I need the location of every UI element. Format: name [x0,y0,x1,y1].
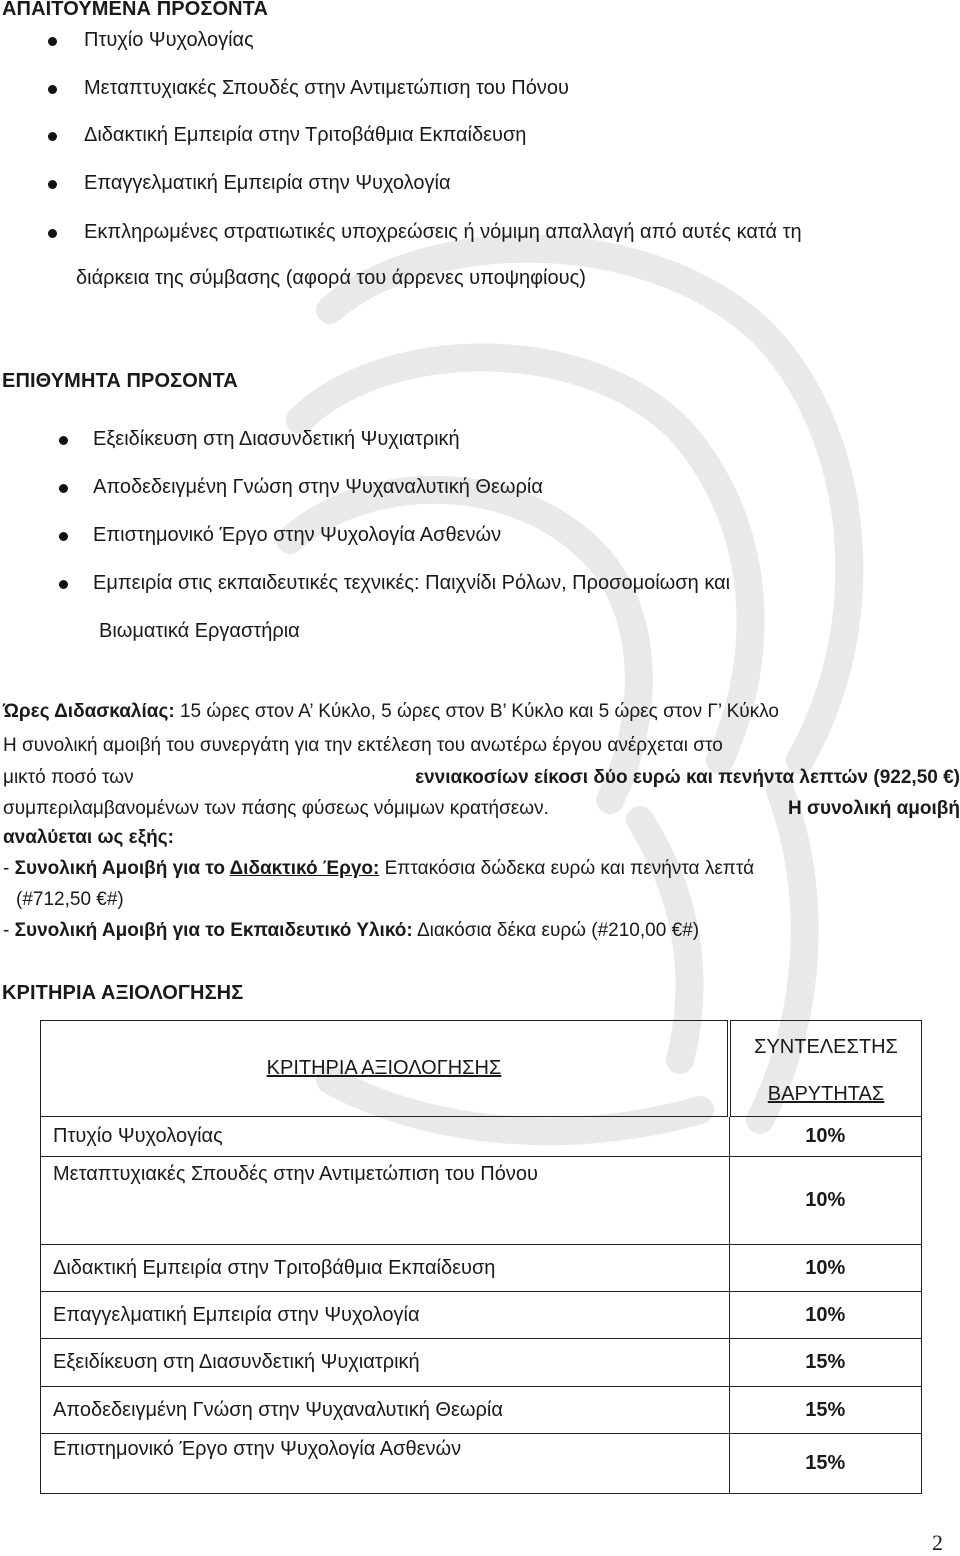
breakdown-label: Συνολική Αμοιβή για το Εκπαιδευτικό Υλικό: [14,920,413,941]
weight-cell: 10% [729,1157,922,1245]
required-item: Μεταπτυχιακές Σπουδές στην Αντιμετώπιση του Πόνου [84,77,569,99]
bullet-icon [59,580,68,589]
weight-cell: 10% [729,1292,922,1339]
weight-cell: 10% [729,1117,922,1157]
criterion-cell: Εξειδίκευση στη Διασυνδετική Ψυχιατρική [41,1339,730,1387]
desired-item: Αποδεδειγμένη Γνώση στην Ψυχαναλυτική Θεωρία [93,476,543,498]
required-item: Πτυχίο Ψυχολογίας [84,29,254,51]
breakdown-label [15,858,380,879]
weight-cell: 15% [729,1387,922,1434]
desired-item: Εμπειρία στις εκπαιδευτικές τεχνικές: Παιχνίδι Ρόλων, Προσομοίωση και [93,572,731,594]
breakdown-item-teaching-continuation: (#712,50 €#) [16,889,124,910]
table-row [41,1157,922,1245]
header-title-cell [41,1021,730,1117]
table-row [41,1387,922,1434]
breakdown-text: Διακόσια δέκα ευρώ (#210,00 €#) [412,920,700,941]
compensation-line-2 [3,767,960,789]
table-row [41,1117,922,1157]
desired-item-continuation: Βιωματικά Εργαστήρια [99,620,300,642]
weight-cell: 15% [729,1434,922,1494]
criterion-cell: Μεταπτυχιακές Σπουδές στην Αντιμετώπιση του Πόνου [41,1157,730,1245]
required-item: Επαγγελματική Εμπειρία στην Ψυχολογία [84,172,451,194]
criterion-cell: Διδακτική Εμπειρία στην Τριτοβάθμια Εκπαίδευση [41,1245,730,1292]
compensation-line-3 [3,798,960,820]
bullet-icon [48,229,57,238]
page-number: 2 [932,1530,943,1555]
bullet-icon [48,85,57,94]
criteria-table-header [41,1021,922,1117]
bullet-icon [59,484,68,493]
teaching-hours [3,701,779,723]
header-weight-cell [729,1021,922,1117]
weight-cell: 15% [729,1339,922,1387]
breakdown-text: Επτακόσια δώδεκα ευρώ και πενήντα λεπτά [379,858,755,879]
bullet-icon [48,132,57,141]
breakdown-label-prefix: Συνολική Αμοιβή για το [14,858,230,879]
criteria-table [40,1020,922,1494]
table-row [41,1292,922,1339]
weight-cell: 10% [729,1245,922,1292]
bullet-icon [48,37,57,46]
criterion-cell: Επαγγελματική Εμπειρία στην Ψυχολογία [41,1292,730,1339]
desired-item: Επιστημονικό Έργο στην Ψυχολογία Ασθενών [93,524,502,546]
header-title: ΚΡΙΤΗΡΙΑ ΑΞΙΟΛΟΓΗΣΗΣ [266,1057,502,1079]
criterion-cell: Αποδεδειγμένη Γνώση στην Ψυχαναλυτική Θεωρία [41,1387,730,1434]
bullet-icon [48,180,57,189]
breakdown-item-material [3,920,699,942]
dash: - [3,920,10,941]
dash: - [3,858,10,879]
table-row [41,1339,922,1387]
required-heading: ΑΠΑΙΤΟΥΜΕΝΑ ΠΡΟΣΟΝΤΑ [2,0,269,20]
teaching-hours-text: 15 ώρες στον Α’ Κύκλο, 5 ώρες στον Β’ Κύκλο και 5 ώρες στον Γ’ Κύκλο [174,701,779,722]
breakdown-label-underlined: Διδακτικό Έργο: [229,858,380,879]
compensation-amount: εννιακοσίων είκοσι δύο ευρώ και πενήντα λεπτών (922,50 €) [415,767,960,788]
header-weight-line-1: ΣΥΝΤΕΛΕΣΤΗΣ [754,1035,898,1058]
desired-item: Εξειδίκευση στη Διασυνδετική Ψυχιατρική [93,428,460,450]
criterion-cell: Επιστημονικό Έργο στην Ψυχολογία Ασθενών [41,1434,730,1494]
required-item: Διδακτική Εμπειρία στην Τριτοβάθμια Εκπαίδευση [84,124,527,146]
header-weight-line-2: ΒΑΡΥΤΗΤΑΣ [767,1082,885,1105]
compensation-breakdown-intro: Η συνολική αμοιβή [788,798,960,819]
desired-heading: ΕΠΙΘΥΜΗΤΑ ΠΡΟΣΟΝΤΑ [2,370,238,392]
table-row [41,1434,922,1494]
table-row [41,1245,922,1292]
compensation-text: μικτό ποσό των [3,767,134,788]
bullet-icon [59,436,68,445]
teaching-hours-label: Ώρες Διδασκαλίας: [3,701,175,722]
criterion-cell: Πτυχίο Ψυχολογίας [41,1117,730,1157]
criteria-heading: ΚΡΙΤΗΡΙΑ ΑΞΙΟΛΟΓΗΣΗΣ [2,982,244,1004]
required-item-continuation: διάρκεια της σύμβασης (αφορά του άρρενες υποψηφίους) [76,267,586,289]
compensation-line-4 [3,827,174,849]
breakdown-item-teaching [3,858,754,880]
compensation-breakdown-intro: αναλύεται ως εξής: [3,827,174,848]
compensation-text: συμπεριλαμβανομένων των πάσης φύσεως νόμιμων κρατήσεων. [3,798,549,819]
compensation-line-1 [3,735,960,757]
required-item: Εκπληρωμένες στρατιωτικές υποχρεώσεις ή νόμιμη απαλλαγή από αυτές κατά τη [84,221,802,243]
compensation-text: Η συνολική αμοιβή του συνεργάτη για την εκτέλεση του ανωτέρω έργου ανέρχεται στο [3,735,723,756]
bullet-icon [59,532,68,541]
